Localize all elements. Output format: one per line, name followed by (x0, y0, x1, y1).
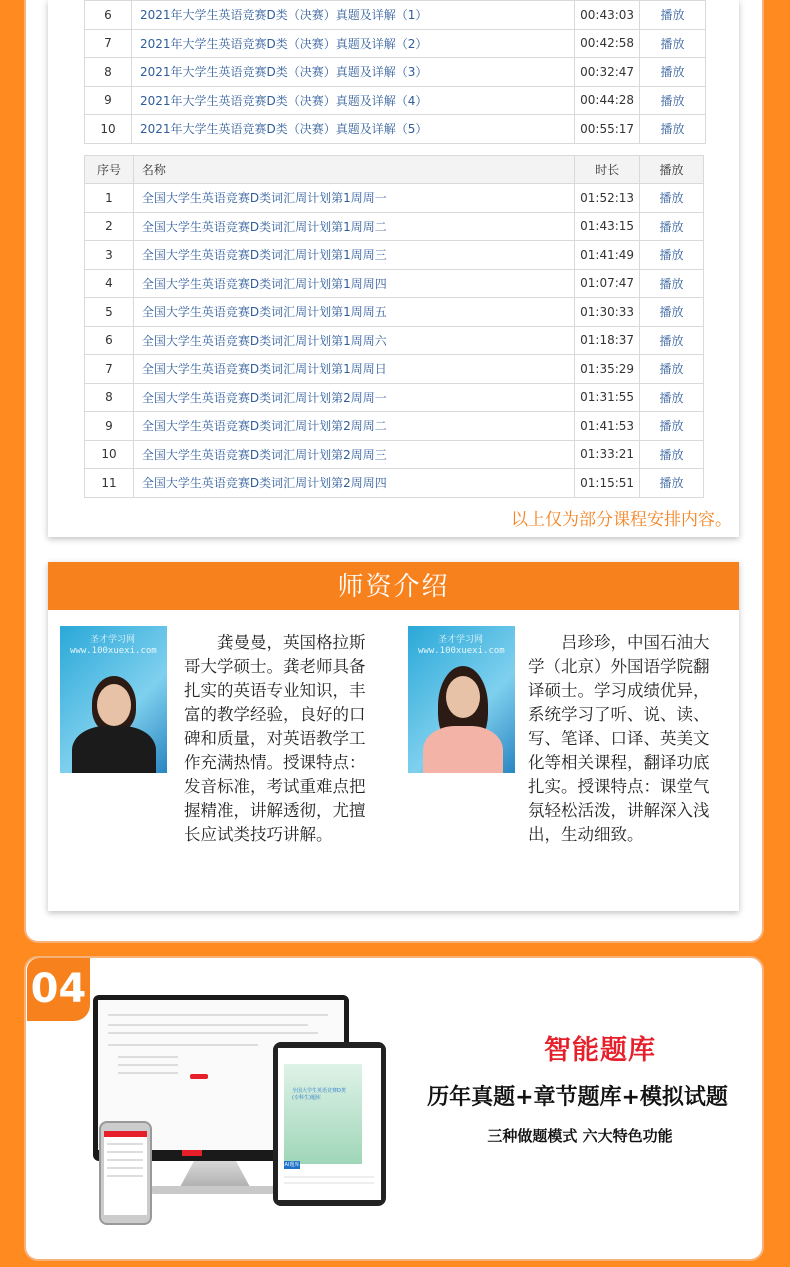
schedule-note: 以上仅为部分课程安排内容。 (511, 510, 732, 530)
course-name: 2021年大学生英语竞赛D类（决赛）真题及详解（1） (131, 1, 574, 30)
row-number: 1 (85, 184, 134, 213)
play-link[interactable]: 播放 (640, 383, 704, 412)
play-link[interactable]: 播放 (640, 184, 704, 213)
course-name: 2021年大学生英语竞赛D类（决赛）真题及详解（4） (131, 86, 574, 115)
table-row (85, 1, 706, 30)
table-row (85, 326, 704, 355)
tablet-mockup (273, 1042, 386, 1206)
photo-watermark-url: www.100xuexi.com (418, 646, 505, 656)
table-header-row (85, 156, 704, 184)
play-link[interactable]: 播放 (640, 212, 704, 241)
teacher1-bio: 龚曼曼，英国格拉斯哥大学硕士。龚老师具备扎实的英语专业知识，丰富的教学经验，良好的口碑和质量，对英语教学工作充满热情。授课特点：发音标准，考试重难点把握精准，讲解透彻，尤擅长应试类技巧讲解。 (184, 633, 366, 844)
course-duration: 01:33:21 (575, 440, 640, 469)
row-number: 5 (85, 298, 134, 327)
question-bank-features: 三种做题模式 六大特色功能 (487, 1127, 673, 1145)
play-link[interactable]: 播放 (640, 1, 706, 30)
course-table-1 (84, 0, 706, 144)
play-link[interactable]: 播放 (640, 86, 706, 115)
header-name: 名称 (133, 156, 574, 184)
tablet-book-title: 全国大学生英语竞赛D类(专科生)题库 (292, 1088, 346, 1101)
play-link[interactable]: 播放 (640, 440, 704, 469)
play-link[interactable]: 播放 (640, 469, 704, 498)
table-row (85, 58, 706, 87)
table-row (85, 269, 704, 298)
course-duration: 01:52:13 (575, 184, 640, 213)
teacher2-photo (408, 626, 515, 773)
course-name: 全国大学生英语竞赛D类词汇周计划第2周周二 (133, 412, 574, 441)
header-play: 播放 (640, 156, 704, 184)
row-number: 6 (85, 326, 134, 355)
course-duration: 01:43:15 (575, 212, 640, 241)
table-row (85, 29, 706, 58)
course-duration: 01:18:37 (575, 326, 640, 355)
play-link[interactable]: 播放 (640, 241, 704, 270)
table-row (85, 184, 704, 213)
table-row (85, 440, 704, 469)
row-number: 2 (85, 212, 134, 241)
table-row (85, 212, 704, 241)
course-duration: 01:31:55 (575, 383, 640, 412)
course-name: 全国大学生英语竞赛D类词汇周计划第2周周一 (133, 383, 574, 412)
row-number: 3 (85, 241, 134, 270)
course-name: 全国大学生英语竞赛D类词汇周计划第1周周一 (133, 184, 574, 213)
course-duration: 01:35:29 (575, 355, 640, 384)
row-number: 8 (85, 58, 132, 87)
play-link[interactable]: 播放 (640, 326, 704, 355)
course-name: 全国大学生英语竞赛D类词汇周计划第1周周六 (133, 326, 574, 355)
course-duration: 01:07:47 (575, 269, 640, 298)
course-duration: 01:41:49 (575, 241, 640, 270)
course-table-2 (84, 155, 704, 498)
photo-watermark: 圣才学习网 (90, 635, 136, 645)
course-name: 2021年大学生英语竞赛D类（决赛）真题及详解（3） (131, 58, 574, 87)
row-number: 6 (85, 1, 132, 30)
table-row (85, 86, 706, 115)
row-number: 9 (85, 86, 132, 115)
play-link[interactable]: 播放 (640, 412, 704, 441)
play-link[interactable]: 播放 (640, 298, 704, 327)
row-number: 11 (85, 469, 134, 498)
table-row (85, 298, 704, 327)
row-number: 7 (85, 355, 134, 384)
photo-watermark: 圣才学习网 (438, 635, 484, 645)
row-number: 10 (85, 440, 134, 469)
row-number: 4 (85, 269, 134, 298)
play-link[interactable]: 播放 (640, 355, 704, 384)
course-name: 2021年大学生英语竞赛D类（决赛）真题及详解（2） (131, 29, 574, 58)
question-bank-subtitle: 历年真题+章节题库+模拟试题 (427, 1085, 728, 1110)
row-number: 7 (85, 29, 132, 58)
course-duration: 00:42:58 (575, 29, 640, 58)
section-number-badge: 04 (27, 958, 90, 1021)
table-row (85, 115, 706, 144)
course-name: 2021年大学生英语竞赛D类（决赛）真题及详解（5） (131, 115, 574, 144)
course-name: 全国大学生英语竞赛D类词汇周计划第1周周三 (133, 241, 574, 270)
course-name: 全国大学生英语竞赛D类词汇周计划第1周周日 (133, 355, 574, 384)
table-row (85, 355, 704, 384)
phone-mockup (99, 1121, 152, 1225)
table-row (85, 383, 704, 412)
teacher1-photo (60, 626, 167, 773)
table-row (85, 469, 704, 498)
course-duration: 01:15:51 (575, 469, 640, 498)
play-link[interactable]: 播放 (640, 58, 706, 87)
table-row (85, 241, 704, 270)
course-name: 全国大学生英语竞赛D类词汇周计划第2周周四 (133, 469, 574, 498)
course-duration: 00:32:47 (575, 58, 640, 87)
table-row (85, 412, 704, 441)
course-name: 全国大学生英语竞赛D类词汇周计划第1周周四 (133, 269, 574, 298)
play-link[interactable]: 播放 (640, 269, 704, 298)
course-duration: 00:44:28 (575, 86, 640, 115)
course-name: 全国大学生英语竞赛D类词汇周计划第1周周五 (133, 298, 574, 327)
monitor-base (150, 1186, 280, 1194)
teachers-title: 师资介绍 (48, 562, 739, 610)
play-link[interactable]: 播放 (640, 29, 706, 58)
play-link[interactable]: 播放 (640, 115, 706, 144)
tablet-ai-label: AI题库 (284, 1162, 300, 1168)
course-duration: 01:41:53 (575, 412, 640, 441)
course-duration: 00:43:03 (575, 1, 640, 30)
header-no: 序号 (85, 156, 134, 184)
header-duration: 时长 (575, 156, 640, 184)
course-name: 全国大学生英语竞赛D类词汇周计划第2周周三 (133, 440, 574, 469)
course-duration: 00:55:17 (575, 115, 640, 144)
row-number: 9 (85, 412, 134, 441)
course-duration: 01:30:33 (575, 298, 640, 327)
course-name: 全国大学生英语竞赛D类词汇周计划第1周周二 (133, 212, 574, 241)
photo-watermark-url: www.100xuexi.com (70, 646, 157, 656)
teacher2-bio: 吕珍珍，中国石油大学（北京）外国语学院翻译硕士。学习成绩优异，系统学习了听、说、读、写、笔译、口译、英美文化等相关课程，翻译功底扎实。授课特点：课堂气氛轻松活泼，讲解深入浅出，生动细致。 (528, 633, 710, 844)
row-number: 8 (85, 383, 134, 412)
question-bank-title: 智能题库 (544, 1035, 656, 1066)
row-number: 10 (85, 115, 132, 144)
